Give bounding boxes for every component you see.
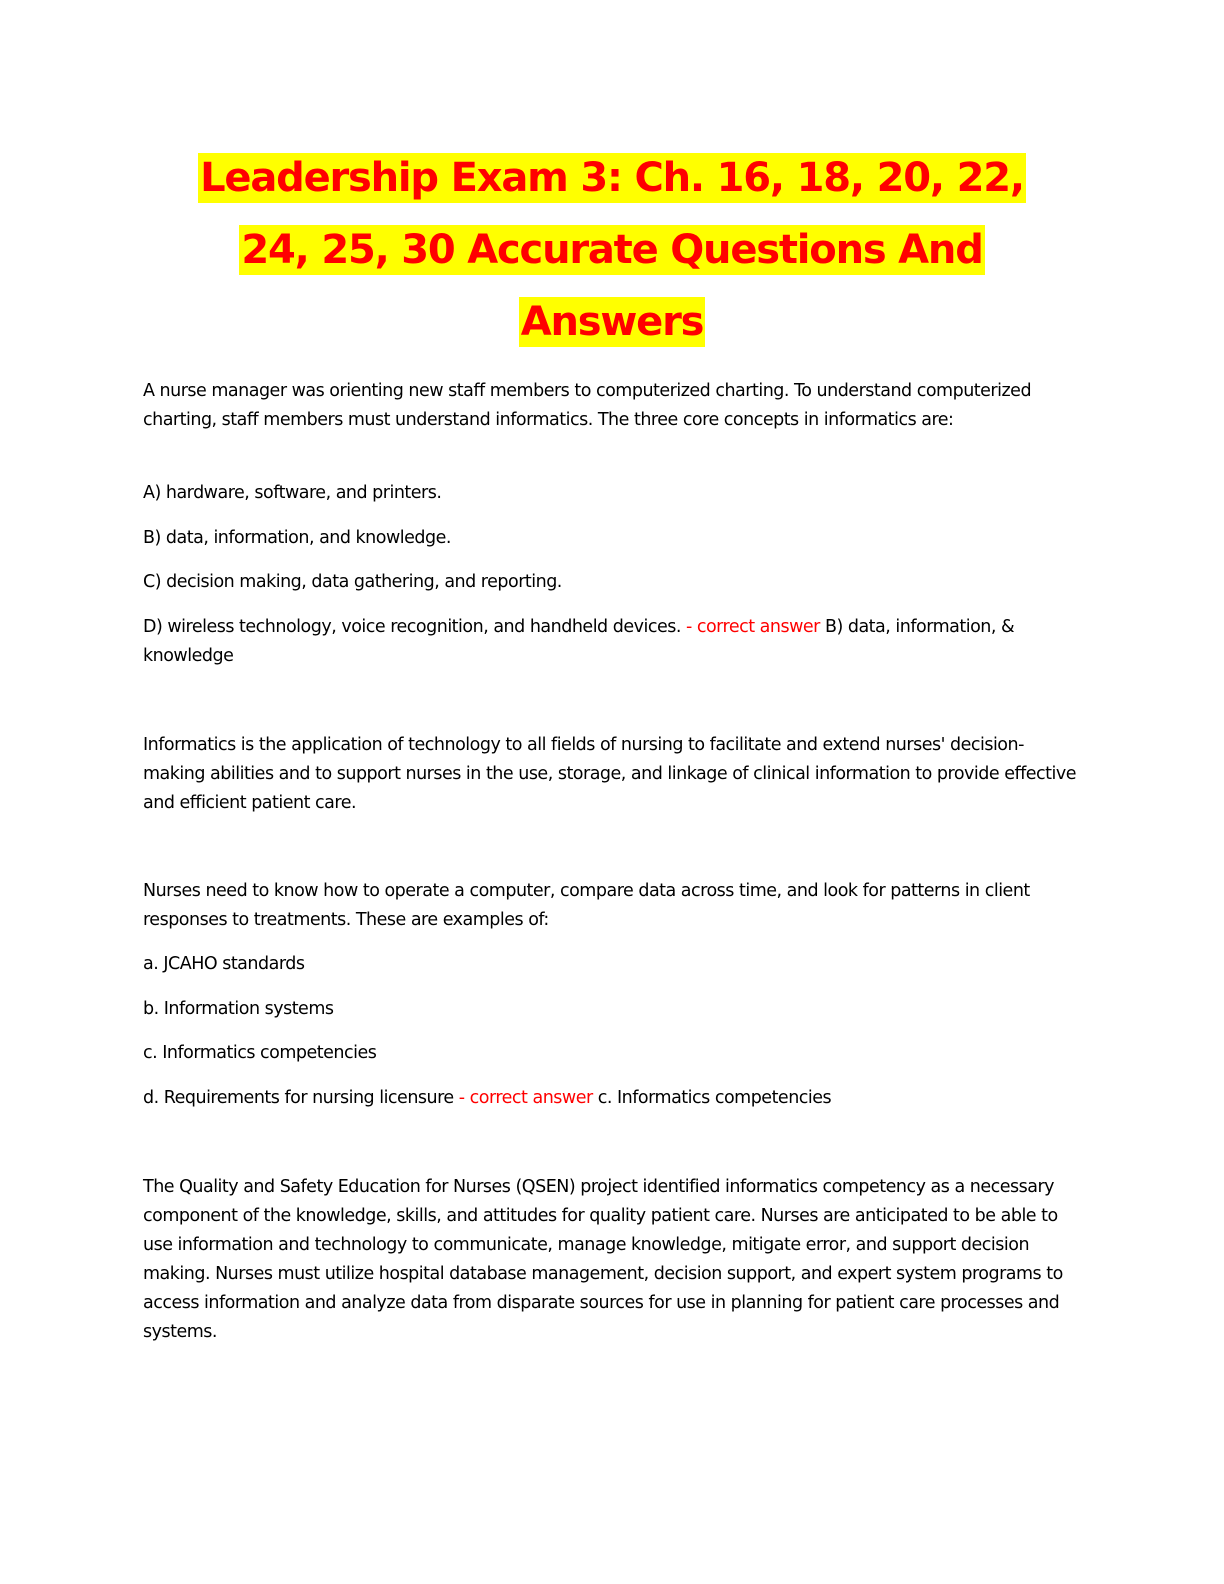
question-1-option-b: B) data, information, and knowledge. bbox=[143, 528, 451, 548]
correct-answer-marker: - correct answer bbox=[680, 617, 820, 637]
question-1-option-d: D) wireless technology, voice recognition, and handheld devices. bbox=[143, 617, 681, 637]
document-title bbox=[140, 142, 1084, 358]
question-1-option-d-with-answer bbox=[143, 613, 1083, 671]
question-1-answer: B) data, information, & knowledge bbox=[143, 617, 1015, 666]
question-2-option-c: c. Informatics competencies bbox=[143, 1043, 377, 1063]
title-line-2: 24, 25, 30 Accurate Questions And bbox=[241, 227, 983, 273]
question-1-option-a: A) hardware, software, and printers. bbox=[143, 483, 442, 503]
explanation-2: The Quality and Safety Education for Nurses (QSEN) project identified informatics competency as a necessary component of the knowledge, skills, and attitudes for quality patient care. Nurses are anticipated to be able to use information and technology to communicate, manage knowledge, mitigate error, and support decision making. Nurses must utilize hospital database management, decision support, and expert system programs to access information and analyze data from disparate sources for use in planning for patient care processes and systems. bbox=[143, 1177, 1063, 1342]
title-line-3: Answers bbox=[520, 299, 704, 345]
question-2-option-d: d. Requirements for nursing licensure bbox=[143, 1088, 454, 1108]
question-2-answer: c. Informatics competencies bbox=[592, 1088, 832, 1108]
title-line-1: Leadership Exam 3: Ch. 16, 18, 20, 22, bbox=[200, 155, 1024, 201]
question-1-stem: A nurse manager was orienting new staff members to computerized charting. To understand computerized charting, staff members must understand informatics. The three core concepts in informatics are: bbox=[143, 381, 1032, 430]
question-2-option-b: b. Information systems bbox=[143, 999, 334, 1019]
explanation-1: Informatics is the application of technology to all fields of nursing to facilitate and extend nurses' decision-making abilities and to support nurses in the use, storage, and linkage of clinical information to provide effective and efficient patient care. bbox=[143, 735, 1077, 813]
question-2-option-d-with-answer bbox=[143, 1084, 1083, 1113]
question-2-option-a: a. JCAHO standards bbox=[143, 954, 305, 974]
question-2-stem: Nurses need to know how to operate a computer, compare data across time, and look for patterns in client responses to treatments. These are examples of: bbox=[143, 881, 1030, 930]
question-1-option-c: C) decision making, data gathering, and reporting. bbox=[143, 572, 562, 592]
correct-answer-marker: - correct answer bbox=[453, 1088, 593, 1108]
